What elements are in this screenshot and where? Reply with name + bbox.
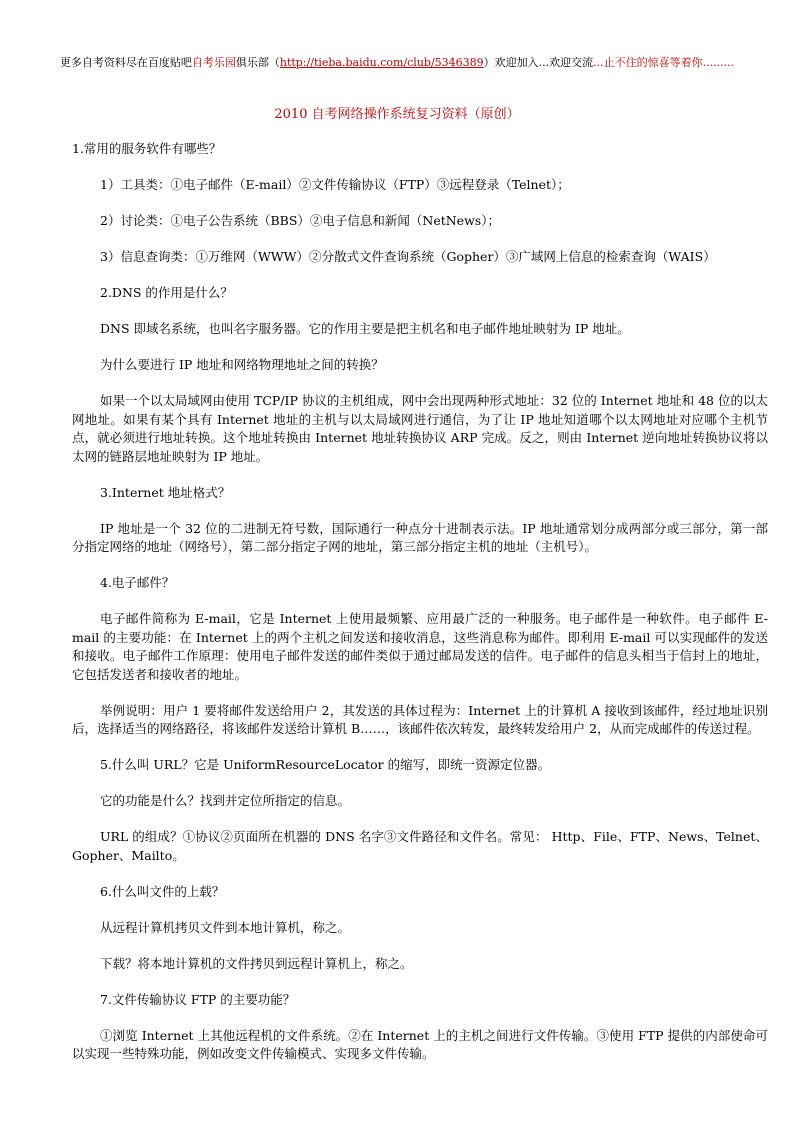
- paragraph: 下载？将本地计算机的文件拷贝到远程计算机上，称之。: [100, 955, 413, 971]
- paragraph: 3）信息查询类：①万维网（WWW）②分散式文件查询系统（Gopher）③广域网上信息的检索查询（WAIS）: [100, 249, 716, 264]
- header-mid: 俱乐部（: [235, 56, 280, 69]
- club-link[interactable]: http://tieba.baidu.com/club/5346389: [279, 56, 484, 69]
- club-name[interactable]: 自考乐园: [191, 56, 236, 69]
- header-prefix: 更多自考资料尽在百度贴吧: [59, 56, 192, 69]
- page-header: [0, 56, 794, 70]
- document-title: 2010 自考网络操作系统复习资料（原创）: [274, 107, 520, 122]
- paragraph: 电子邮件简称为 E-mail，它是 Internet 上使用最频繁、应用最广泛的一种服务。电子邮件是一种软件。电子邮件 E-mail 的主要功能：在 Internet 上的两个主机之间发送和接收消息，这些消息称为邮件。即利用 E-mail 可以实现邮件的发送和接收。电子邮件工作原理：使用电子邮件发送的邮件类似于通过邮局发送的信件。电子邮件的信息头相当于信封上的地址，它包括发送者和接收者的地址。: [72, 611, 768, 682]
- document-body: [72, 140, 768, 1081]
- paragraph-question-5: 5.什么叫 URL？它是 UniformResourceLocator 的缩写，即统一资源定位器。: [100, 757, 551, 772]
- paragraph: 它的功能是什么？找到并定位所指定的信息。: [100, 793, 351, 808]
- paragraph-question-1: 1.常用的服务软件有哪些？: [72, 141, 222, 156]
- paragraph: IP 地址是一个 32 位的二进制无符号数，国际通行一种点分十进制表示法。IP 地址通常划分成两部分或三部分，第一部分指定网络的地址（网络号），第二部分指定子网的地址，第三部分指定主机的地址（主机号）。: [72, 520, 768, 554]
- paragraph: 从远程计算机拷贝文件到本地计算机，称之。: [100, 919, 351, 935]
- paragraph: 为什么要进行 IP 地址和网络物理地址之间的转换？: [100, 357, 384, 372]
- paragraph-question-4: 4.电子邮件？: [100, 575, 175, 590]
- paragraph: 举例说明：用户 1 要将邮件发送给用户 2，其发送的具体过程为：Internet 上的计算机 A 接收到该邮件，经过地址识别后，选择适当的网络路径，将该邮件发送给计算机 B……，该邮件依次转发，最终转发给用户 2，从而完成邮件的传送过程。: [72, 702, 768, 736]
- paragraph-question-6: 6.什么叫文件的上载？: [100, 883, 225, 899]
- paragraph: URL 的组成？①协议②页面所在机器的 DNS 名字③文件路径和文件名。常见： Http、File、FTP、News、Telnet、Gopher、Mailto。: [72, 829, 768, 863]
- paragraph-question-3: 3.Internet 地址格式？: [100, 484, 231, 500]
- paragraph: ①浏览 Internet 上其他远程机的文件系统。②在 Internet 上的主机之间进行文件传输。③使用 FTP 提供的内部使命可以实现一些特殊功能，例如改变文件传输模式、实现多文件传输。: [72, 1027, 768, 1061]
- paragraph: 如果一个以太局域网由使用 TCP/IP 协议的主机组成，网中会出现两种形式地址：32 位的 Internet 地址和 48 位的以太网地址。如果有某个具有 Internet 地址的主机与以太局域网进行通信，为了让 IP 地址知道哪个以太网地址对应哪个主机节点，就必须进行地址转换。这个地址转换由 Internet 地址转换协议 ARP 完成。反之，则由 Internet 逆向地址转换协议将以太网的链路层地址映射为 IP 地址。: [72, 393, 768, 464]
- header-tail: ...止不住的惊喜等着你.........: [593, 56, 735, 69]
- paragraph: DNS 即域名系统，也叫名字服务器。它的作用主要是把主机名和电子邮件地址映射为 IP 地址。: [100, 321, 630, 336]
- paragraph: 1）工具类：①电子邮件（E-mail）②文件传输协议（FTP）③远程登录（Telnet）；: [100, 177, 570, 192]
- header-suffix: ）欢迎加入...欢迎交流: [483, 56, 594, 69]
- paragraph-question-2: 2.DNS 的作用是什么？: [100, 285, 233, 300]
- paragraph-question-7: 7.文件传输协议 FTP 的主要功能？: [100, 991, 296, 1007]
- paragraph: 2）讨论类：①电子公告系统（BBS）②电子信息和新闻（NetNews）；: [100, 213, 500, 228]
